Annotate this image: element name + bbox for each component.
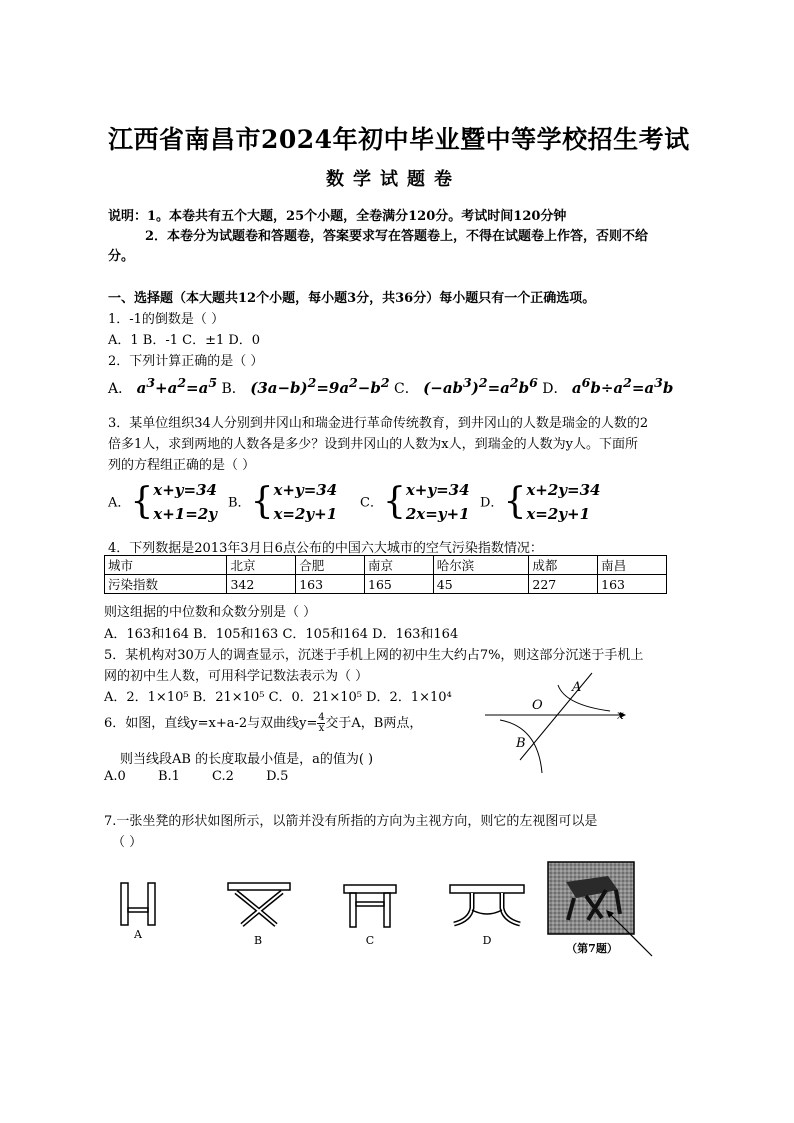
q6-line-2: 则当线段AB 的长度取最小值是，a的值为( ) <box>120 752 374 767</box>
q2-formula-d: $a^6b\div a^2=a^3b$ <box>571 375 674 397</box>
q6-stem-part1: 6．如图，直线y=x+a-2与双曲线y= <box>104 716 318 731</box>
q4-question: 则这组据的中位数和众数分别是（ ） <box>104 605 317 620</box>
frac-num: 4 <box>318 712 325 723</box>
table-cell: 哈尔滨 <box>433 556 529 575</box>
q3-option-a <box>108 478 217 526</box>
brace-glyph: { <box>250 481 274 522</box>
table-row <box>105 556 667 575</box>
q2-label-a: A． <box>108 381 133 397</box>
q3-option-d <box>480 478 600 526</box>
exam-title: 江西省南昌市2024年初中毕业暨中等学校招生考试 <box>108 125 690 154</box>
q5-line-2: 网的初中生人数，可用科学记数法表示为（ ） <box>104 669 369 684</box>
table-cell: 227 <box>529 575 598 594</box>
q3-line-2: 倍多1人，求到两地的人数各是多少？设到井冈山的人数为x人，到瑞金的人数为y人。下面所 <box>108 437 638 452</box>
note-line-2: 2．本卷分为试题卷和答题卷，答案要求写在答题卷上，不得在试题卷上作答，否则不给 <box>145 229 649 244</box>
point-a-label: A <box>572 680 582 695</box>
q7-choice-a-figure <box>118 880 158 940</box>
photo-caption: （第7题） <box>566 942 618 955</box>
q7-choice-c-figure <box>342 882 398 948</box>
note-line-3: 分。 <box>108 249 135 264</box>
table-cell: 合肥 <box>296 556 365 575</box>
brace-glyph: { <box>130 481 154 522</box>
section-heading: 一、选择题（本大题共12个小题，每小题3分，共36分）每小题只有一个正确选项。 <box>108 291 596 306</box>
table-cell: 污染指数 <box>105 575 227 594</box>
table-cell: 165 <box>365 575 434 594</box>
q7-line-2: （ ） <box>112 835 143 850</box>
photo-frame <box>548 862 634 934</box>
table-cell: 45 <box>433 575 529 594</box>
q6-stem-part2: 交于A，B两点， <box>325 716 423 731</box>
q6-stem <box>104 712 422 734</box>
q7-line-1: 7.一张坐凳的形状如图所示，以箭并没有所指的方向为主视方向，则它的左视图可以是 <box>104 814 598 829</box>
q3-line-1: 3．某单位组织34人分别到井冈山和瑞金进行革命传统教育，到井冈山的人数是瑞金的人数的2 <box>108 416 649 431</box>
note-line-1: 说明：1。本卷共有五个大题，25个小题，全卷满分120分。考试时间120分钟 <box>108 209 567 224</box>
table-row <box>105 575 667 594</box>
q4-stem: 4．下列数据是2013年3月日6点公布的中国六大城市的空气污染指数情况： <box>108 541 543 556</box>
q3-eq: 2x=y+1 <box>405 505 470 523</box>
q2-label-b: B． <box>221 381 246 397</box>
q7-choice-d-figure <box>448 882 526 948</box>
exam-subtitle: 数学试题卷 <box>326 169 461 190</box>
table-cell: 163 <box>296 575 365 594</box>
choice-label: A <box>134 928 142 940</box>
point-b-label: B <box>516 736 526 751</box>
q6-graph-figure <box>480 665 630 777</box>
q2-formula-a: $a^3+a^2=a^5$ <box>136 375 218 397</box>
q3-option-label: B． <box>228 495 251 511</box>
q3-eq: x+2y=34 <box>526 481 601 499</box>
q3-option-label: D． <box>480 495 504 511</box>
q2-label-d: D． <box>542 381 568 397</box>
choice-label: B <box>253 934 263 946</box>
q3-option-label: A． <box>108 495 131 511</box>
q3-eq: x=2y+1 <box>273 505 338 523</box>
q2-formula-c: $(-ab^3)^2=a^2b^6$ <box>423 375 538 397</box>
q5-line-1: 5．某机构对30万人的调查显示，沉迷于手机上网的初中生大约占7%，则这部分沉迷于手机上 <box>104 648 644 663</box>
table-cell: 163 <box>598 575 667 594</box>
q6-option: A.0 <box>104 769 126 784</box>
q3-option-label: C． <box>360 495 383 511</box>
choice-label: D <box>482 934 492 947</box>
brace-glyph: { <box>503 481 527 522</box>
choice-label: C <box>365 934 375 947</box>
q1-stem: 1．-1的倒数是（ ） <box>108 312 225 327</box>
frac-den: x <box>318 723 325 734</box>
table-cell: 城市 <box>105 556 227 575</box>
q3-eq: x+y=34 <box>153 481 217 499</box>
x-axis-label: x <box>617 708 624 722</box>
hyperbola-branch-1 <box>558 685 610 711</box>
q1-options: A．1 B．-1 C．±1 D．0 <box>108 333 261 348</box>
table-cell: 成都 <box>529 556 598 575</box>
q6-option: D.5 <box>266 769 289 784</box>
q4-options: A．163和164 B．105和163 C．105和164 D．163和164 <box>104 627 459 642</box>
table-cell: 北京 <box>227 556 296 575</box>
q6-option: B.1 <box>157 769 180 784</box>
q3-option-b <box>228 478 337 526</box>
q3-line-3: 列的方程组正确的是（ ） <box>108 458 256 473</box>
q6-options <box>104 769 288 784</box>
table-cell: 342 <box>227 575 296 594</box>
q2-options <box>108 375 673 398</box>
brace-glyph: { <box>382 481 406 522</box>
table-cell: 南京 <box>365 556 434 575</box>
q6-option: C.2 <box>212 769 234 784</box>
table-cell: 南昌 <box>598 556 667 575</box>
q3-eq: x+y=34 <box>273 481 338 499</box>
q7-stool-photo <box>546 860 658 960</box>
q2-formula-b: $(3a-b)^2=9a^2-b^2$ <box>250 375 390 397</box>
q3-eq: x+y=34 <box>405 481 470 499</box>
q3-eq: x+1=2y <box>153 505 217 523</box>
q5-options: A．2．1×10⁵ B．21×10⁵ C．0．21×10⁵ D．2．1×10⁴ <box>104 690 452 705</box>
q3-option-c <box>360 478 470 526</box>
origin-label: O <box>532 698 543 713</box>
q2-stem: 2．下列计算正确的是（ ） <box>108 354 264 369</box>
q3-eq: x=2y+1 <box>526 505 591 523</box>
pollution-table <box>104 555 667 594</box>
q7-choice-b-figure <box>226 880 292 946</box>
q2-label-c: C． <box>394 381 419 397</box>
